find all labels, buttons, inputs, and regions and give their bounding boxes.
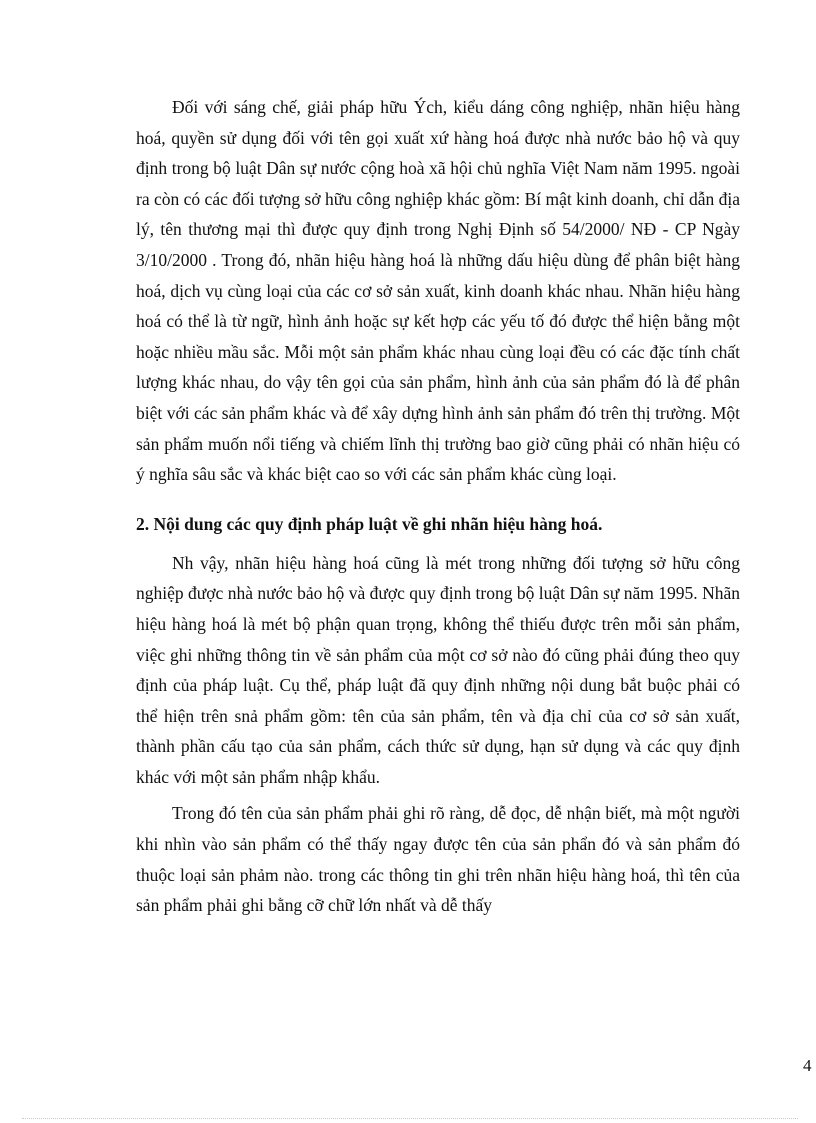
paragraph-1: Đối với sáng chế, giải pháp hữu Ých, kiểu dáng công nghiệp, nhãn hiệu hàng hoá, quyền sử dụng đối với tên gọi xuất xứ hàng hoá được nhà nước bảo hộ và quy định trong bộ luật Dân sự nước cộng hoà xã hội chủ nghĩa Việt Nam năm 1995. ngoài ra còn có các đối tượng sở hữu công nghiệp khác gồm: Bí mật kinh doanh, chỉ dẫn địa lý, tên thương mại thì được quy định trong Nghị Định số 54/2000/ NĐ - CP Ngày 3/10/2000 . Trong đó, nhãn hiệu hàng hoá là những dấu hiệu dùng để phân biệt hàng hoá, dịch vụ cùng loại của các cơ sở sản xuất, kinh doanh khác nhau. Nhãn hiệu hàng hoá có thể là từ ngữ, hình ảnh hoặc sự kết hợp các yếu tố đó được thể hiện bằng một hoặc nhiều mầu sắc. Mỗi một sản phẩm khác nhau cùng loại đều có các đặc tính chất lượng khác nhau, do vậy tên gọi của sản phẩm, hình ảnh của sản phẩm đó là để phân biệt với các sản phẩm khác và để xây dựng hình ảnh sản phẩm đó trên thị trường. Một sản phẩm muốn nổi tiếng và chiếm lĩnh thị trường bao giờ cũng phải có nhãn hiệu có ý nghĩa sâu sắc và khác biệt cao so với các sản phẩm khác cùng loại. bbox=[136, 97, 740, 485]
paragraph-3: Trong đó tên của sản phẩm phải ghi rõ ràng, dễ đọc, dễ nhận biết, mà một người khi nhìn vào sản phẩm có thể thấy ngay được tên của sản phẩn đó và sản phẩm đó thuộc loại sản phảm nào. trong các thông tin ghi trên nhãn hiệu hàng hoá, thì tên của sản phẩm phải ghi bằng cỡ chữ lớn nhất và dễ thấy bbox=[136, 803, 740, 916]
section-heading: 2. Nội dung các quy định pháp luật về ghi nhãn hiệu hàng hoá. bbox=[136, 513, 603, 534]
page-number: 4 bbox=[803, 1056, 812, 1075]
page-bottom-divider bbox=[22, 1118, 798, 1119]
paragraph-2: Nh vậy, nhãn hiệu hàng hoá cũng là mét trong những đối tượng sở hữu công nghiệp được nhà nước bảo hộ và được quy định trong bộ luật Dân sự năm 1995. Nhãn hiệu hàng hoá là mét bộ phận quan trọng, không thể thiếu được trên mỗi sản phẩm, việc ghi những thông tin về sản phẩm của một cơ sở nào đó cũng phải đúng theo quy định của pháp luật. Cụ thể, pháp luật đã quy định những nội dung bắt buộc phải có thể hiện trên snả phẩm gồm: tên của sản phẩm, tên và địa chỉ của cơ sở sản xuất, thành phần cấu tạo của sản phẩm, cách thức sử dụng, hạn sử dụng và các quy định khác với một sản phẩm nhập khẩu. bbox=[136, 552, 740, 787]
document-body bbox=[136, 92, 740, 921]
